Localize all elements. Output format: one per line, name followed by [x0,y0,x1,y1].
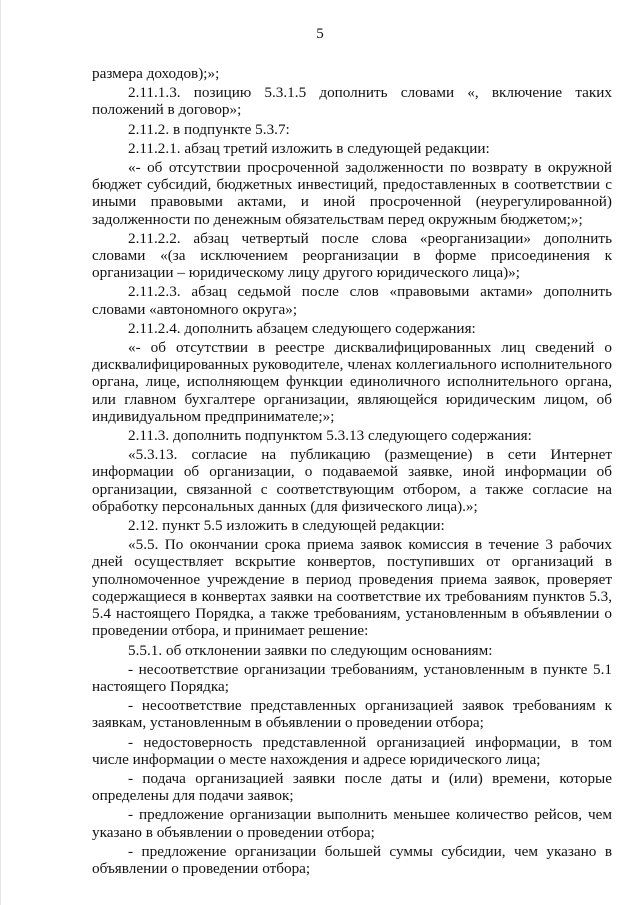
paragraph: 2.11.1.3. позицию 5.3.1.5 дополнить словами «, включение таких положений в договор»; [92,84,612,119]
paragraph: 5.5.1. об отклонении заявки по следующим основаниям: [128,641,493,659]
paragraph: - подача организацией заявки после даты и (или) времени, которые определены для подачи заявок; [92,769,612,805]
paragraph: - предложение организации большей суммы субсидии, чем указано в объявлении о проведении отбора; [92,842,612,877]
paragraph: - недостоверность представленной организацией информации, в том числе информации о месте нахождения и адресе юридического лица; [92,733,612,768]
paragraph: 2.11.2.4. дополнить абзацем следующего содержания: [128,319,476,337]
paragraph: 2.11.2.1. абзац третий изложить в следующей редакции: [128,139,490,157]
paragraph: 2.11.2.2. абзац четвертый после слова «реорганизации» дополнить словами «(за исключением реорганизации в форме присоединения к организации – юридическому лицу другого юридического лица)»; [92,229,612,282]
page-edge-shadow [0,0,1,905]
paragraph: 2.11.2. в подпункте 5.3.7: [128,120,290,138]
paragraph: 2.11.3. дополнить подпунктом 5.3.13 следующего содержания: [128,427,532,445]
document-body [92,65,612,879]
paragraph: «5.3.13. согласие на публикацию (размещение) в сети Интернет информации об организации, о подаваемой заявке, иной информации об организации, связанной с соответствующим отбором, а также согласие на обработку персональных данных (для физического лица).»; [92,446,612,515]
paragraph: 2.11.2.3. абзац седьмой после слов «правовыми актами» дополнить словами «автономного округа»; [92,283,612,318]
paragraph: «5.5. По окончании срока приема заявок комиссия в течение 3 рабочих дней осуществляет вскрытие конвертов, поступивших от организаций в уполномоченное учреждение в период проведения приема заявок, проверяет содержащиеся в конвертах заявки на соответствие их требованиям пунктов 5.3, 5.4 настоящего Порядка, а также требованиям, установленным в объявлении о проведении отбора, и принимает решение: [92,536,612,640]
paragraph: - предложение организации выполнить меньшее количество рейсов, чем указано в объявлении о проведении отбора; [92,806,612,841]
paragraph: 2.12. пункт 5.5 изложить в следующей редакции: [128,517,445,535]
paragraph: размера доходов);»; [92,65,220,82]
paragraph: «- об отсутствии в реестре дисквалифицированных лиц сведений о дисквалифицированных руководителе, членах коллегиального исполнительного органа, лице, исполняющем функции единоличного исполнительного органа, или главном бухгалтере организации, являющейся юридическим лицом, об индивидуальном предпринимателе;»; [92,339,612,425]
paragraph: - несоответствие организации требованиям, установленным в пункте 5.1 настоящего Порядка; [92,660,612,695]
paragraph: - несоответствие представленных организацией заявок требованиям к заявкам, установленным в объявлении о проведении отбора; [92,697,612,732]
page-number: 5 [316,26,324,42]
paragraph: «- об отсутствии просроченной задолженности по возврату в окружной бюджет субсидий, бюджетных инвестиций, предоставленных в соответствии с иными правовыми актами, и иной просроченной (неурегулированной) задолженности по денежным обязательствам перед окружным бюджетом;»; [92,159,612,228]
